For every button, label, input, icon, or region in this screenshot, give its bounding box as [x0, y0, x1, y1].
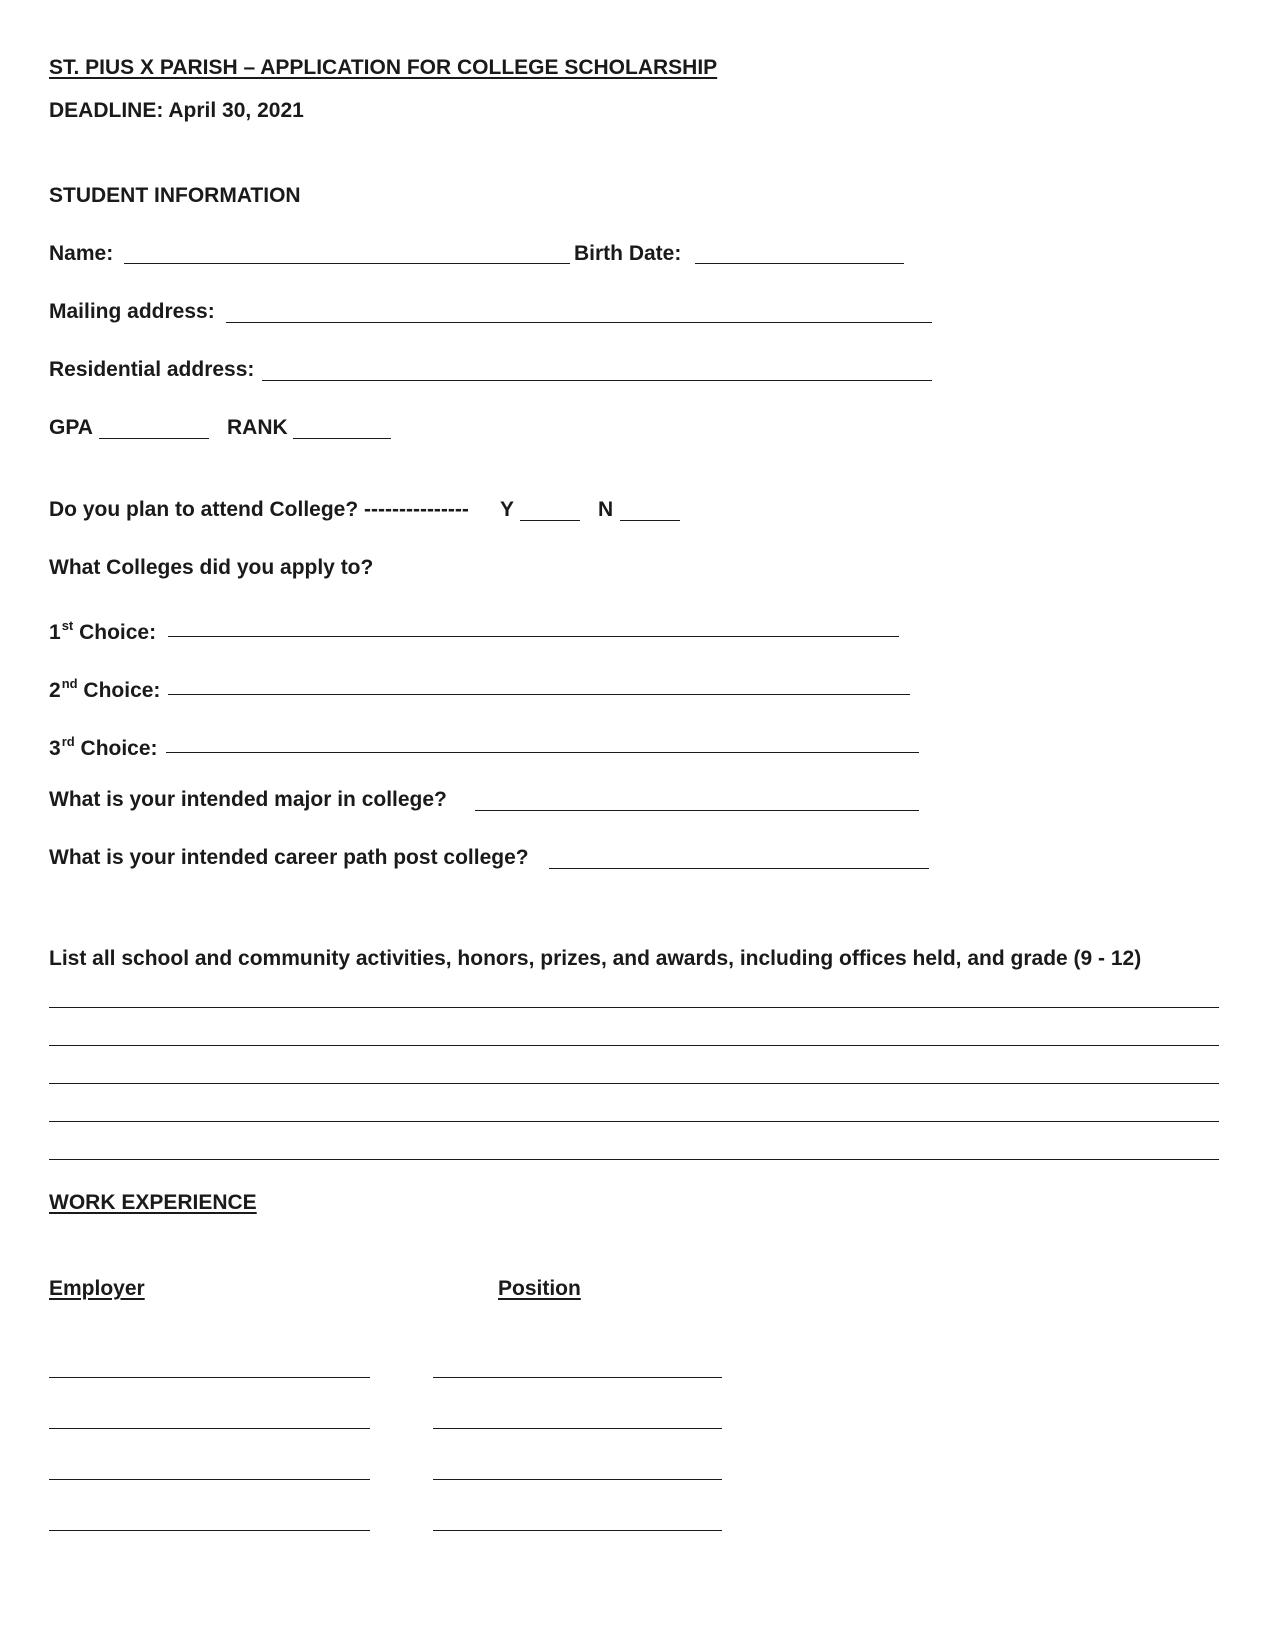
rank-field[interactable]: [293, 438, 391, 439]
activities-line[interactable]: [49, 1045, 1219, 1046]
section-heading-student: STUDENT INFORMATION: [49, 184, 301, 207]
form-title: ST. PIUS X PARISH – APPLICATION FOR COLLEGE SCHOLARSHIP: [49, 56, 718, 79]
employer-field[interactable]: [49, 1530, 370, 1531]
name-label: Name:: [49, 242, 114, 265]
choice-1-label: 1st Choice:: [49, 618, 157, 644]
position-field[interactable]: [433, 1428, 722, 1429]
residential-address-field[interactable]: [262, 380, 932, 381]
work-experience-heading: WORK EXPERIENCE: [49, 1191, 257, 1214]
mailing-address-label: Mailing address:: [49, 300, 215, 323]
position-field[interactable]: [433, 1530, 722, 1531]
rank-label: RANK: [227, 416, 288, 439]
activities-line[interactable]: [49, 1083, 1219, 1084]
career-field[interactable]: [549, 868, 929, 869]
yes-field[interactable]: [520, 520, 580, 521]
gpa-field[interactable]: [99, 438, 209, 439]
employer-field[interactable]: [49, 1428, 370, 1429]
major-question: What is your intended major in college?: [49, 788, 447, 811]
attend-college-question: Do you plan to attend College? ---------------: [49, 498, 469, 521]
choice-2-field[interactable]: [168, 694, 910, 695]
employer-field[interactable]: [49, 1377, 370, 1378]
birth-date-field[interactable]: [695, 263, 904, 264]
choice-3-field[interactable]: [166, 752, 919, 753]
activities-prompt: List all school and community activities, honors, prizes, and awards, including offices held, and grade (9 - 12): [49, 947, 1142, 970]
choice-3-label: 3rd Choice:: [49, 734, 158, 760]
choice-2-label: 2nd Choice:: [49, 676, 161, 702]
major-field[interactable]: [475, 810, 919, 811]
employer-header: Employer: [49, 1277, 145, 1300]
position-field[interactable]: [433, 1377, 722, 1378]
activities-line[interactable]: [49, 1159, 1219, 1160]
employer-field[interactable]: [49, 1479, 370, 1480]
no-label: N: [598, 498, 614, 521]
colleges-applied-question: What Colleges did you apply to?: [49, 556, 374, 579]
residential-address-label: Residential address:: [49, 358, 255, 381]
mailing-address-field[interactable]: [226, 322, 932, 323]
no-field[interactable]: [620, 520, 680, 521]
position-header: Position: [498, 1277, 581, 1300]
position-field[interactable]: [433, 1479, 722, 1480]
name-field[interactable]: [124, 263, 570, 264]
gpa-label: GPA: [49, 416, 93, 439]
activities-line[interactable]: [49, 1121, 1219, 1122]
deadline: DEADLINE: April 30, 2021: [49, 99, 304, 122]
choice-1-field[interactable]: [168, 636, 899, 637]
birth-date-label: Birth Date:: [574, 242, 682, 265]
career-question: What is your intended career path post college?: [49, 846, 529, 869]
activities-line[interactable]: [49, 1007, 1219, 1008]
yes-label: Y: [500, 498, 515, 521]
